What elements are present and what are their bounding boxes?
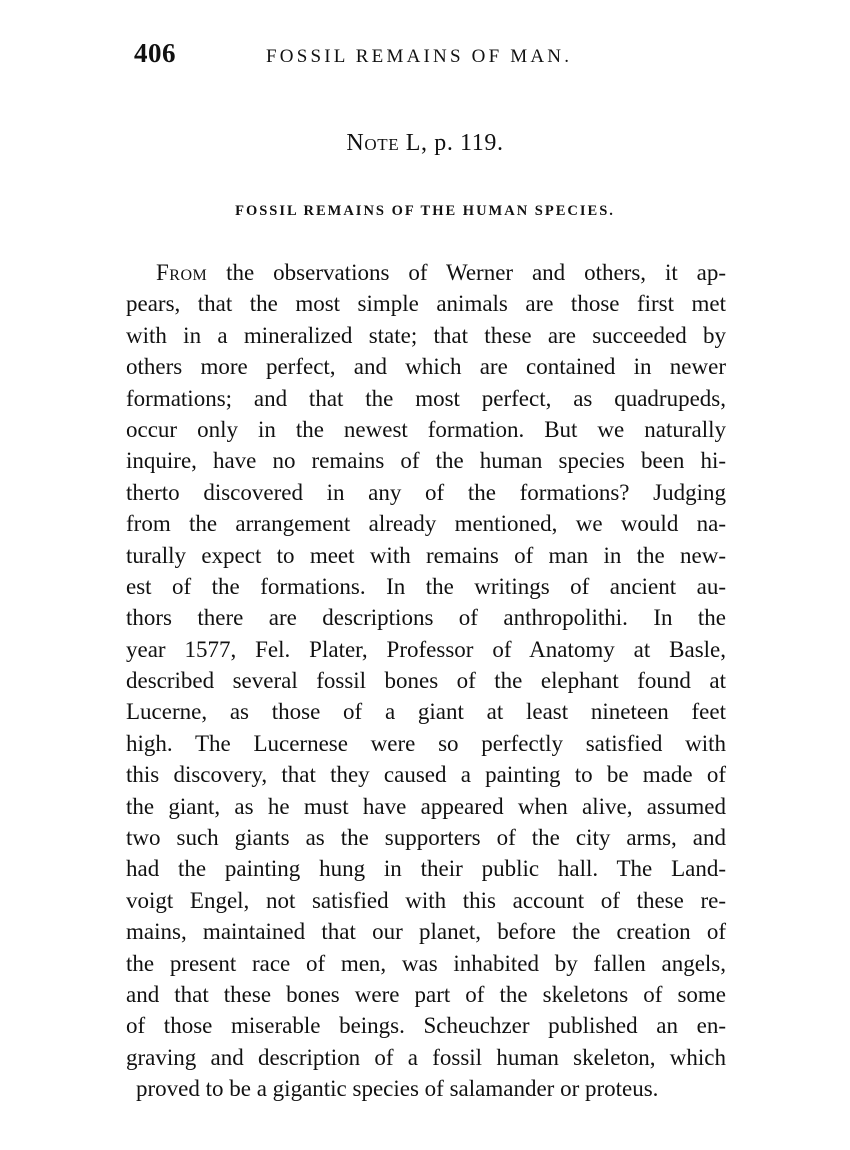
paragraph-line: and that these bones were part of the skeletons of some bbox=[126, 981, 726, 1007]
paragraph-line: with in a mineralized state; that these are succeeded by bbox=[126, 322, 726, 348]
paragraph-line: pears, that the most simple animals are those first met bbox=[126, 291, 726, 317]
paragraph-line: year 1577, Fel. Plater, Professor of Anatomy at Basle, bbox=[126, 636, 726, 662]
paragraph-line: two such giants as the supporters of the city arms, and bbox=[126, 825, 726, 851]
paragraph-line: high. The Lucernese were so perfectly satisfied with bbox=[126, 730, 726, 756]
paragraph-line: had the painting hung in their public hall. The Land- bbox=[126, 856, 726, 882]
paragraph-last-line: proved to be a gigantic species of salamander or proteus. bbox=[136, 1076, 659, 1102]
body-paragraph bbox=[126, 257, 726, 1105]
running-title: FOSSIL REMAINS OF MAN. bbox=[266, 46, 573, 67]
page-number: 406 bbox=[134, 38, 176, 68]
note-heading-reference: L, p. 119. bbox=[405, 130, 504, 156]
running-head bbox=[134, 38, 734, 78]
note-heading-word: Note bbox=[346, 130, 400, 156]
lead-word: From bbox=[156, 260, 208, 285]
paragraph-line: this discovery, that they caused a painting to be made of bbox=[126, 762, 726, 788]
paragraph-line: the present race of men, was inhabited by fallen angels, bbox=[126, 950, 726, 976]
paragraph-line: others more perfect, and which are contained in newer bbox=[126, 354, 726, 380]
paragraph-line bbox=[126, 257, 726, 288]
paragraph-line: voigt Engel, not satisfied with this account of these re- bbox=[126, 887, 726, 913]
paragraph-line: formations; and that the most perfect, as quadrupeds, bbox=[126, 385, 726, 411]
section-title: FOSSIL REMAINS OF THE HUMAN SPECIES. bbox=[235, 203, 615, 219]
note-heading bbox=[0, 130, 850, 157]
paragraph-line: thors there are descriptions of anthropolithi. In the bbox=[126, 605, 726, 631]
paragraph-line: occur only in the newest formation. But we naturally bbox=[126, 416, 726, 442]
paragraph-line: described several fossil bones of the elephant found at bbox=[126, 668, 726, 694]
paragraph-line: from the arrangement already mentioned, we would na- bbox=[126, 511, 726, 537]
paragraph-line: graving and description of a fossil human skeleton, which bbox=[126, 1044, 726, 1070]
first-line-text: the observations of Werner and others, it ap- bbox=[226, 260, 726, 285]
paragraph-line: mains, maintained that our planet, before the creation of bbox=[126, 919, 726, 945]
paragraph-line: of those miserable beings. Scheuchzer published an en- bbox=[126, 1013, 726, 1039]
paragraph-line: therto discovered in any of the formations? Judging bbox=[126, 479, 726, 505]
paragraph-line: the giant, as he must have appeared when alive, assumed bbox=[126, 793, 726, 819]
paragraph-line: est of the formations. In the writings of ancient au- bbox=[126, 573, 726, 599]
paragraph-line: turally expect to meet with remains of man in the new- bbox=[126, 542, 726, 568]
paragraph-line: Lucerne, as those of a giant at least nineteen feet bbox=[126, 699, 726, 725]
paragraph-line: inquire, have no remains of the human species been hi- bbox=[126, 448, 726, 474]
